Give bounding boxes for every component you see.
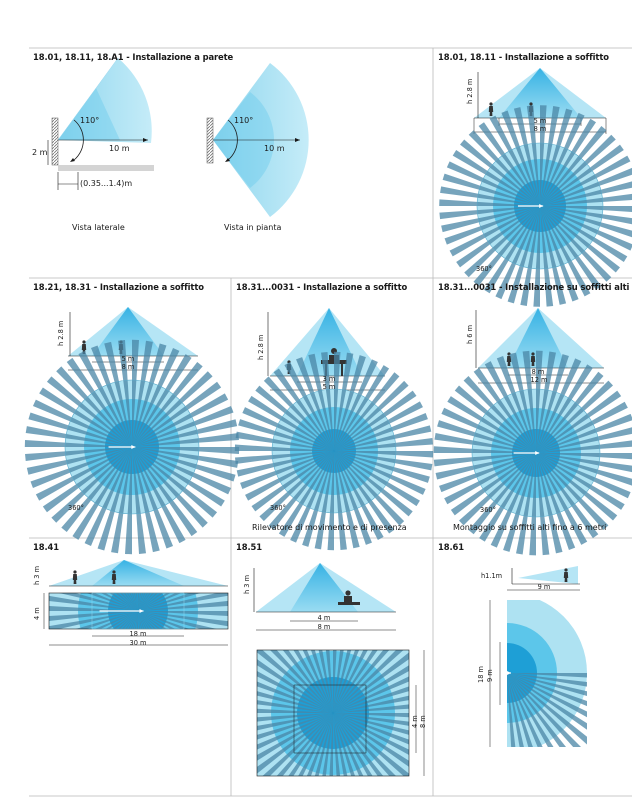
side-offset-label: (0.35...1.4)m [80, 179, 133, 188]
detection-ray [7, 611, 138, 735]
detection-ray [36, 611, 138, 760]
p2-outer: 8 m [533, 125, 547, 133]
p5-coverage: 360° [480, 506, 496, 514]
p8-width-total: 18 m [477, 666, 485, 683]
panel-title-18-61: 18.61 [438, 542, 464, 552]
side-caption: Vista laterale [72, 223, 125, 232]
side-angle-label: 110° [80, 116, 100, 125]
panel-ceiling-18-21-plan [25, 340, 239, 554]
p8-range: 9 m [537, 583, 551, 591]
p5-inner: 8 m [531, 368, 545, 376]
p6-width: 4 m [33, 607, 41, 620]
p4-outer: 5 m [322, 383, 336, 391]
p4-height: h 2.8 m [257, 334, 265, 360]
plan-caption: Vista in pianta [224, 223, 282, 232]
side-height-label: 2 m [32, 148, 48, 157]
panel-wall-side-view [48, 58, 154, 190]
p3-inner: 5 m [121, 355, 135, 363]
panel-title-presence: 18.31...0031 - Installazione a soffitto [236, 282, 408, 292]
plan-range-label: 10 m [264, 144, 285, 153]
p7-side-inner: 4 m [411, 715, 419, 728]
panel-title-ceiling-18-01: 18.01, 18.11 - Installazione a soffitto [438, 52, 609, 62]
p5-caption: Montaggio su soffitti alti fino a 6 metri [453, 523, 607, 532]
p7-height: h 3 m [243, 575, 251, 594]
p8-height: h1.1m [481, 572, 503, 580]
p5-height: h 6 m [466, 325, 474, 344]
p7-outer: 8 m [317, 623, 331, 631]
p8-half-width: 9 m [486, 669, 494, 682]
panel-18-61-plan [479, 593, 632, 800]
p6-inner: 18 m [129, 630, 147, 638]
panel-title-wall: 18.01, 18.11, 18.A1 - Installazione a parete [33, 52, 234, 62]
p4-coverage: 360° [270, 504, 286, 512]
panel-title-18-51: 18.51 [236, 542, 262, 552]
detection-ray [21, 611, 138, 749]
p3-height: h 2.8 m [57, 320, 65, 346]
detection-ray [138, 611, 232, 765]
panel-ceiling-18-01-plan [439, 105, 632, 307]
panel-title-18-41: 18.41 [33, 542, 59, 552]
panel-title-ceiling-18-21: 18.21, 18.31 - Installazione a soffitto [33, 282, 204, 292]
p2-height: h 2.8 m [466, 78, 474, 104]
p3-outer: 8 m [121, 363, 135, 371]
p2-inner: 5 m [533, 117, 547, 125]
p2-coverage: 360° [476, 265, 492, 273]
p6-height: h 3 m [33, 566, 41, 585]
p7-inner: 4 m [317, 614, 331, 622]
plan-angle-label: 110° [234, 116, 254, 125]
p3-coverage: 360° [68, 504, 84, 512]
panel-title-high-ceiling: 18.31...0031 - Installazione su soffitti alti [438, 282, 630, 292]
p6-outer: 30 m [129, 639, 147, 647]
p4-caption: Rilevatore di movimento e di presenza [252, 523, 407, 532]
p7-side-outer: 8 m [419, 715, 427, 728]
p4-inner: 3 m [322, 375, 336, 383]
p5-outer: 12 m [530, 376, 548, 384]
side-range-label: 10 m [109, 144, 130, 153]
detection-ray [500, 673, 507, 800]
detection-ray [138, 611, 262, 742]
panel-wall-plan-view [207, 63, 309, 217]
